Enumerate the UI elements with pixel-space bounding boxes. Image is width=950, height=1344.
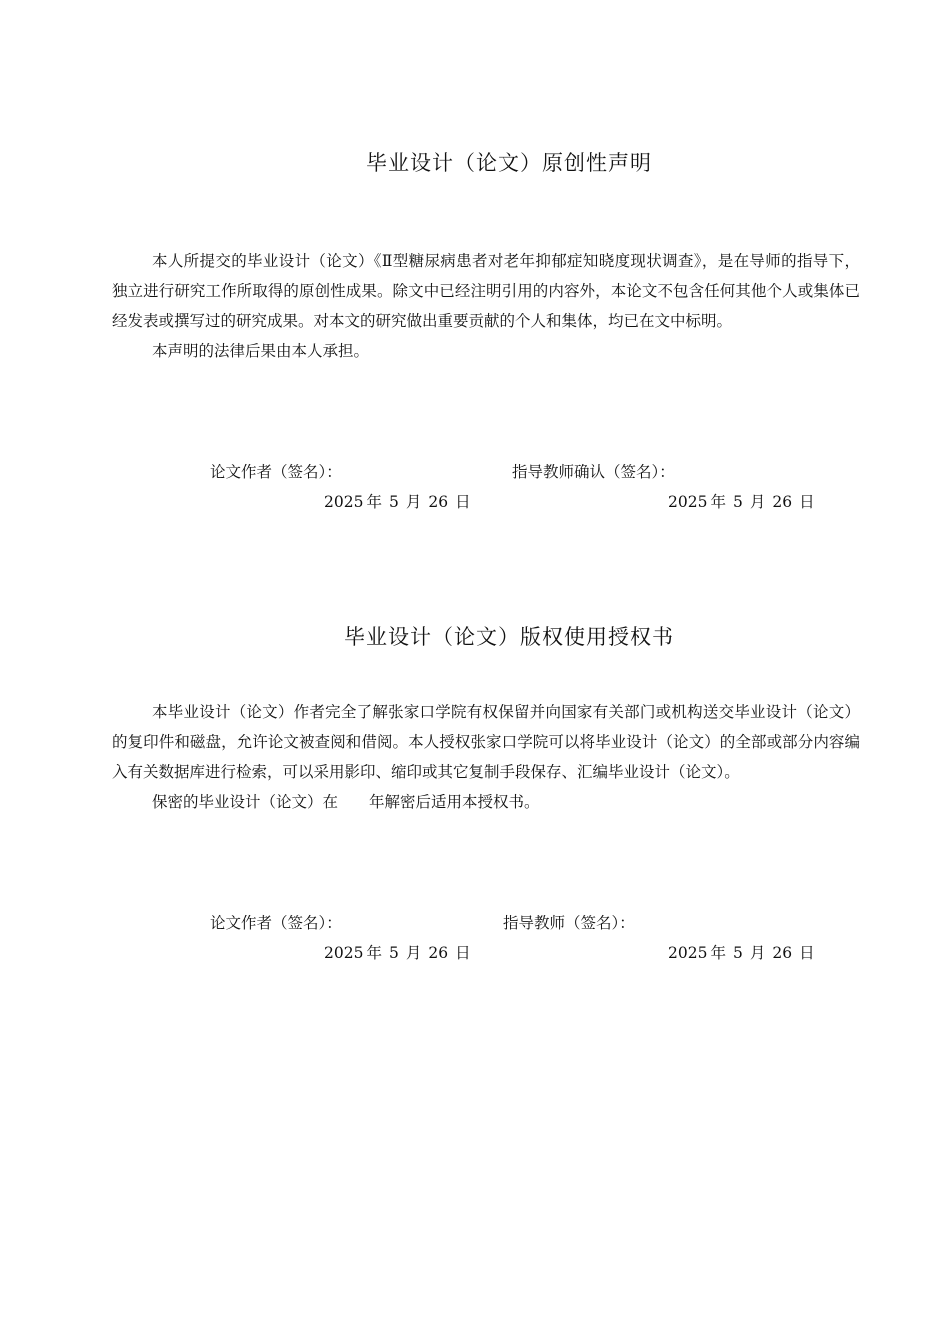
date-year-unit: 年	[366, 944, 382, 962]
authorization-advisor-signature-label: 指导教师（签名）：	[503, 914, 635, 932]
authorization-advisor-date	[668, 941, 818, 963]
date-month: 5	[388, 493, 399, 511]
date-month-unit: 月	[405, 493, 422, 511]
authorization-paragraph: 本毕业设计（论文）作者完全了解张家口学院有权保留并向国家有关部门或机构送交毕业设计（论文）的复印件和磁盘，允许论文被查阅和借阅。本人授权张家口学院可以将毕业设计（论文）的全部或部分内容编入有关数据库进行检索，可以采用影印、缩印或其它复制手段保存、汇编毕业设计（论文）。	[112, 703, 860, 781]
date-day: 26	[428, 944, 449, 962]
authorization-paragraph: 保密的毕业设计（论文）在 年解密后适用本授权书。	[152, 793, 540, 811]
authorization-author-signature-label: 论文作者（签名）：	[210, 914, 342, 932]
date-month: 5	[732, 493, 743, 511]
declaration-author-signature-label: 论文作者（签名）：	[210, 463, 342, 481]
declaration-paragraph: 本声明的法律后果由本人承担。	[152, 342, 370, 360]
date-month-unit: 月	[405, 944, 422, 962]
date-year-unit: 年	[366, 493, 382, 511]
date-year: 2025	[324, 493, 364, 511]
declaration-author-date	[324, 490, 474, 512]
date-day-unit: 日	[799, 944, 815, 962]
date-day-unit: 日	[799, 493, 815, 511]
date-day-unit: 日	[455, 944, 471, 962]
date-year-unit: 年	[710, 944, 726, 962]
declaration-title: 毕业设计（论文）原创性声明	[366, 151, 652, 175]
date-month: 5	[732, 944, 743, 962]
authorization-author-date	[324, 941, 474, 963]
date-day-unit: 日	[455, 493, 471, 511]
date-year: 2025	[668, 493, 708, 511]
date-year: 2025	[668, 944, 708, 962]
date-day: 26	[772, 493, 793, 511]
authorization-body	[112, 697, 860, 817]
date-day: 26	[428, 493, 449, 511]
date-year-unit: 年	[710, 493, 726, 511]
declaration-body	[112, 246, 860, 366]
date-month-unit: 月	[749, 944, 766, 962]
authorization-title: 毕业设计（论文）版权使用授权书	[344, 625, 674, 649]
declaration-paragraph: 本人所提交的毕业设计（论文）《Ⅱ型糖尿病患者对老年抑郁症知晓度现状调查》，是在导师的指导下，独立进行研究工作所取得的原创性成果。除文中已经注明引用的内容外，本论文不包含任何其他个人或集体已经发表或撰写过的研究成果。对本文的研究做出重要贡献的个人和集体，均已在文中标明。	[112, 252, 860, 330]
declaration-advisor-signature-label: 指导教师确认（签名）：	[512, 463, 675, 481]
date-month: 5	[388, 944, 399, 962]
declaration-advisor-date	[668, 490, 818, 512]
date-year: 2025	[324, 944, 364, 962]
date-day: 26	[772, 944, 793, 962]
date-month-unit: 月	[749, 493, 766, 511]
